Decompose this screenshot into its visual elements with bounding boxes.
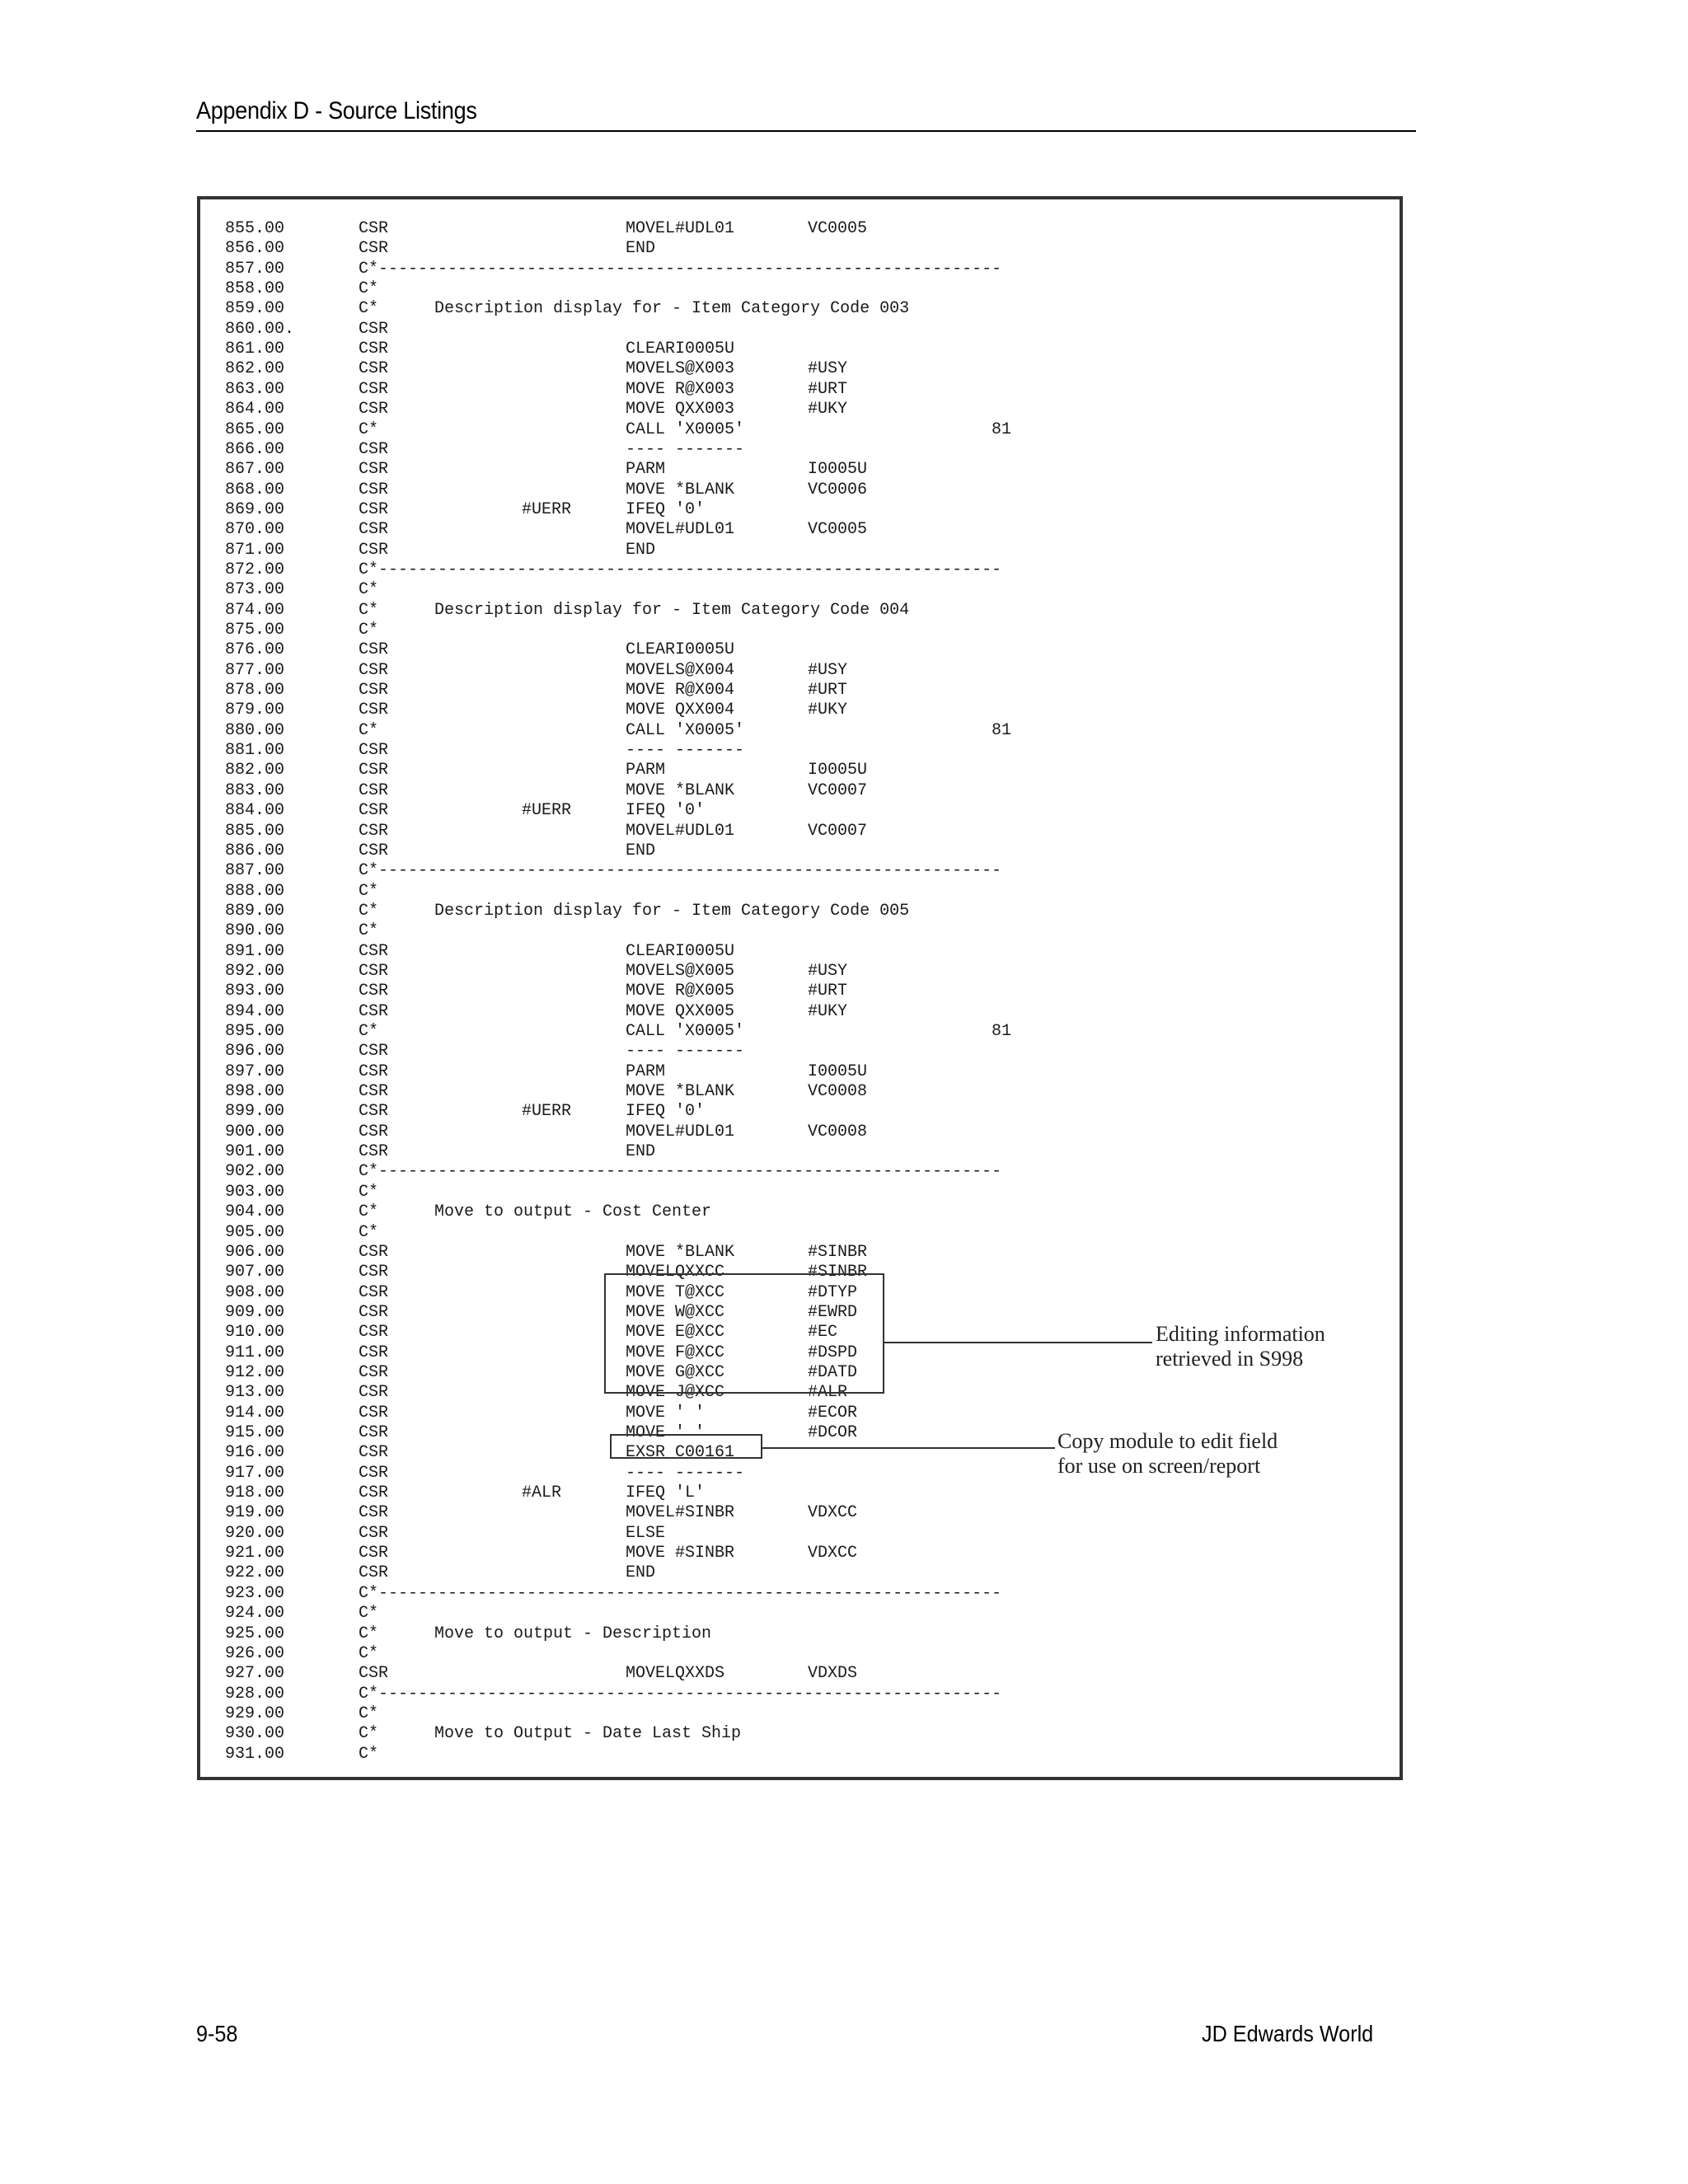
listing-num: 910.00 bbox=[225, 1323, 285, 1343]
listing-res: VC0007 bbox=[808, 780, 868, 800]
listing-num: 880.00 bbox=[225, 720, 285, 740]
listing-f1: #ALR bbox=[522, 1483, 562, 1503]
listing-num: 867.00 bbox=[225, 460, 285, 480]
listing-num: 925.00 bbox=[225, 1624, 285, 1643]
footer-page-number: 9-58 bbox=[196, 2021, 238, 2046]
listing-num: 904.00 bbox=[225, 1202, 285, 1222]
listing-op: MOVELS@X004 bbox=[626, 660, 735, 680]
listing-num: 906.00 bbox=[225, 1242, 285, 1262]
listing-res: #EWRD bbox=[808, 1302, 858, 1322]
listing-num: 874.00 bbox=[225, 600, 285, 620]
listing-spec: C* bbox=[359, 299, 379, 319]
listing-op: CALL 'X0005' bbox=[626, 720, 745, 740]
listing-spec: CSR bbox=[359, 1323, 389, 1343]
listing-num: 873.00 bbox=[225, 580, 285, 600]
listing-spec: CSR bbox=[359, 460, 389, 480]
listing-res: #DTYP bbox=[808, 1282, 858, 1302]
listing-num: 884.00 bbox=[225, 801, 285, 821]
listing-op: ---- ------- bbox=[626, 439, 745, 459]
listing-ind: 81 bbox=[992, 1022, 1012, 1041]
listing-spec: CSR bbox=[359, 941, 389, 961]
listing-spec: CSR bbox=[359, 219, 389, 238]
listing-op: MOVE F@XCC bbox=[626, 1343, 725, 1362]
listing-spec: CSR bbox=[359, 1082, 389, 1102]
listing-op: MOVELS@X003 bbox=[626, 359, 735, 379]
listing-res: VDXCC bbox=[808, 1503, 858, 1523]
listing-spec: CSR bbox=[359, 1443, 389, 1463]
listing-spec: CSR bbox=[359, 1282, 389, 1302]
listing-num: 900.00 bbox=[225, 1122, 285, 1141]
listing-spec: C*--------------------------------------------------------------- bbox=[359, 861, 1002, 881]
listing-num: 898.00 bbox=[225, 1082, 285, 1102]
listing-op: MOVEL#UDL01 bbox=[626, 219, 735, 238]
listing-num: 868.00 bbox=[225, 480, 285, 499]
listing-op: MOVE ' ' bbox=[626, 1423, 706, 1442]
listing-num: 916.00 bbox=[225, 1443, 285, 1463]
listing-res: #ALR bbox=[808, 1383, 848, 1403]
listing-num: 903.00 bbox=[225, 1182, 285, 1202]
listing-res: VC0005 bbox=[808, 219, 868, 238]
listing-spec: CSR bbox=[359, 439, 389, 459]
listing-res: #SINBR bbox=[808, 1242, 868, 1262]
editing-info-callout: Editing information retrieved in S998 bbox=[1156, 1322, 1325, 1371]
listing-cmt: Description display for - Item Category Code 003 bbox=[434, 299, 910, 319]
listing-res: #ECOR bbox=[808, 1403, 858, 1422]
listing-num: 907.00 bbox=[225, 1263, 285, 1282]
listing-spec: C*--------------------------------------------------------------- bbox=[359, 1162, 1002, 1182]
listing-spec: CSR bbox=[359, 1383, 389, 1403]
listing-num: 905.00 bbox=[225, 1222, 285, 1242]
listing-res: VC0008 bbox=[808, 1122, 868, 1141]
listing-op: IFEQ '0' bbox=[626, 801, 706, 821]
listing-num: 893.00 bbox=[225, 982, 285, 1001]
listing-spec: CSR bbox=[359, 1042, 389, 1062]
listing-op: CLEARI0005U bbox=[626, 941, 735, 961]
listing-res: #UKY bbox=[808, 701, 848, 720]
listing-spec: CSR bbox=[359, 359, 389, 379]
listing-spec: CSR bbox=[359, 640, 389, 660]
listing-spec: CSR bbox=[359, 1403, 389, 1422]
listing-num: 881.00 bbox=[225, 741, 285, 761]
listing-num: 862.00 bbox=[225, 359, 285, 379]
listing-spec: CSR bbox=[359, 841, 389, 860]
listing-op: MOVE R@X005 bbox=[626, 982, 735, 1001]
listing-spec: C* bbox=[359, 279, 379, 299]
listing-res: #EC bbox=[808, 1323, 838, 1343]
listing-num: 901.00 bbox=[225, 1142, 285, 1162]
listing-op: IFEQ '0' bbox=[626, 1102, 706, 1122]
listing-op: IFEQ 'L' bbox=[626, 1483, 706, 1503]
listing-spec: CSR bbox=[359, 1544, 389, 1563]
listing-cmt: Move to output - Cost Center bbox=[434, 1202, 712, 1222]
listing-res: I0005U bbox=[808, 460, 868, 480]
listing-res: #USY bbox=[808, 961, 848, 981]
listing-op: MOVE ' ' bbox=[626, 1403, 706, 1422]
listing-spec: CSR bbox=[359, 319, 389, 339]
listing-spec: CSR bbox=[359, 982, 389, 1001]
listing-spec: CSR bbox=[359, 1062, 389, 1081]
listing-res: #USY bbox=[808, 660, 848, 680]
listing-spec: CSR bbox=[359, 1001, 389, 1021]
listing-op: PARM bbox=[626, 460, 666, 480]
listing-spec: C* bbox=[359, 621, 379, 640]
listing-cmt: Description display for - Item Category Code 005 bbox=[434, 901, 910, 921]
listing-spec: CSR bbox=[359, 520, 389, 540]
listing-op: CALL 'X0005' bbox=[626, 419, 745, 439]
listing-res: VC0006 bbox=[808, 480, 868, 499]
listing-spec: CSR bbox=[359, 1463, 389, 1483]
listing-op: MOVE *BLANK bbox=[626, 1242, 735, 1262]
listing-cmt: Move to output - Description bbox=[434, 1624, 712, 1643]
editing-info-leader bbox=[884, 1342, 1152, 1343]
listing-num: 885.00 bbox=[225, 821, 285, 841]
listing-res: I0005U bbox=[808, 761, 868, 780]
listing-spec: CSR bbox=[359, 1343, 389, 1362]
listing-num: 930.00 bbox=[225, 1724, 285, 1744]
listing-spec: CSR bbox=[359, 681, 389, 701]
listing-op: CALL 'X0005' bbox=[626, 1022, 745, 1041]
listing-num: 864.00 bbox=[225, 400, 285, 419]
listing-spec: C* bbox=[359, 1724, 379, 1744]
listing-op: MOVE R@X003 bbox=[626, 379, 735, 399]
listing-ind: 81 bbox=[992, 720, 1012, 740]
listing-spec: C* bbox=[359, 1202, 379, 1222]
listing-spec: C*--------------------------------------------------------------- bbox=[359, 1583, 1002, 1603]
listing-num: 895.00 bbox=[225, 1022, 285, 1041]
listing-op: END bbox=[626, 540, 656, 560]
listing-spec: CSR bbox=[359, 379, 389, 399]
listing-op: MOVELQXXDS bbox=[626, 1664, 725, 1684]
listing-op: EXSR C00161 bbox=[626, 1443, 735, 1463]
listing-res: #SINBR bbox=[808, 1263, 868, 1282]
listing-spec: CSR bbox=[359, 761, 389, 780]
listing-spec: CSR bbox=[359, 1362, 389, 1382]
listing-spec: C* bbox=[359, 881, 379, 901]
listing-num: 869.00 bbox=[225, 499, 285, 519]
listing-spec: CSR bbox=[359, 1142, 389, 1162]
listing-num: 924.00 bbox=[225, 1604, 285, 1624]
listing-num: 929.00 bbox=[225, 1704, 285, 1723]
listing-cmt: Description display for - Item Category Code 004 bbox=[434, 600, 910, 620]
listing-num: 866.00 bbox=[225, 439, 285, 459]
listing-spec: CSR bbox=[359, 1423, 389, 1442]
listing-num: 928.00 bbox=[225, 1684, 285, 1704]
listing-res: VDXCC bbox=[808, 1544, 858, 1563]
listing-op: MOVE *BLANK bbox=[626, 480, 735, 499]
listing-num: 888.00 bbox=[225, 881, 285, 901]
listing-op: MOVE W@XCC bbox=[626, 1302, 725, 1322]
listing-spec: C* bbox=[359, 600, 379, 620]
listing-spec: CSR bbox=[359, 1122, 389, 1141]
listing-num: 908.00 bbox=[225, 1282, 285, 1302]
listing-op: MOVE QXX003 bbox=[626, 400, 735, 419]
listing-num: 872.00 bbox=[225, 560, 285, 579]
listing-op: PARM bbox=[626, 761, 666, 780]
listing-spec: C* bbox=[359, 921, 379, 941]
listing-num: 863.00 bbox=[225, 379, 285, 399]
listing-spec: CSR bbox=[359, 801, 389, 821]
listing-num: 891.00 bbox=[225, 941, 285, 961]
listing-spec: CSR bbox=[359, 1102, 389, 1122]
listing-ind: 81 bbox=[992, 419, 1012, 439]
listing-num: 860.00. bbox=[225, 319, 295, 339]
listing-op: ---- ------- bbox=[626, 1042, 745, 1062]
listing-spec: CSR bbox=[359, 961, 389, 981]
listing-res: VC0005 bbox=[808, 520, 868, 540]
page-header-title: Appendix D - Source Listings bbox=[196, 97, 477, 124]
listing-num: 865.00 bbox=[225, 419, 285, 439]
listing-num: 911.00 bbox=[225, 1343, 285, 1362]
listing-op: MOVE QXX005 bbox=[626, 1001, 735, 1021]
listing-res: #UKY bbox=[808, 1001, 848, 1021]
listing-spec: CSR bbox=[359, 660, 389, 680]
listing-spec: CSR bbox=[359, 540, 389, 560]
listing-num: 918.00 bbox=[225, 1483, 285, 1503]
listing-num: 857.00 bbox=[225, 259, 285, 279]
listing-spec: C* bbox=[359, 1744, 379, 1764]
listing-cmt: Move to Output - Date Last Ship bbox=[434, 1724, 742, 1744]
footer-brand: JD Edwards World bbox=[1202, 2021, 1374, 2046]
listing-op: END bbox=[626, 1563, 656, 1583]
listing-spec: C* bbox=[359, 580, 379, 600]
listing-num: 890.00 bbox=[225, 921, 285, 941]
listing-spec: CSR bbox=[359, 239, 389, 259]
listing-spec: CSR bbox=[359, 340, 389, 359]
listing-num: 919.00 bbox=[225, 1503, 285, 1523]
listing-op: MOVE T@XCC bbox=[626, 1282, 725, 1302]
listing-res: #USY bbox=[808, 359, 848, 379]
listing-res: VDXDS bbox=[808, 1664, 858, 1684]
copy-module-leader bbox=[762, 1447, 1055, 1449]
listing-f1: #UERR bbox=[522, 801, 572, 821]
listing-num: 931.00 bbox=[225, 1744, 285, 1764]
listing-spec: C* bbox=[359, 1222, 379, 1242]
listing-res: #URT bbox=[808, 681, 848, 701]
listing-op: ---- ------- bbox=[626, 741, 745, 761]
listing-num: 909.00 bbox=[225, 1302, 285, 1322]
listing-num: 917.00 bbox=[225, 1463, 285, 1483]
listing-spec: CSR bbox=[359, 480, 389, 499]
listing-num: 926.00 bbox=[225, 1643, 285, 1663]
listing-spec: CSR bbox=[359, 400, 389, 419]
listing-spec: C* bbox=[359, 1604, 379, 1624]
listing-num: 899.00 bbox=[225, 1102, 285, 1122]
listing-op: MOVELS@X005 bbox=[626, 961, 735, 981]
listing-spec: C* bbox=[359, 1022, 379, 1041]
listing-spec: C*--------------------------------------------------------------- bbox=[359, 259, 1002, 279]
listing-num: 876.00 bbox=[225, 640, 285, 660]
listing-spec: CSR bbox=[359, 821, 389, 841]
exsr-highlight bbox=[610, 1434, 762, 1459]
editing-info-highlight bbox=[604, 1273, 884, 1394]
listing-spec: CSR bbox=[359, 1302, 389, 1322]
listing-op: MOVE *BLANK bbox=[626, 780, 735, 800]
listing-op: MOVE E@XCC bbox=[626, 1323, 725, 1343]
listing-num: 921.00 bbox=[225, 1544, 285, 1563]
source-listing-box bbox=[197, 196, 1403, 1780]
listing-f1: #UERR bbox=[522, 499, 572, 519]
listing-num: 870.00 bbox=[225, 520, 285, 540]
listing-num: 892.00 bbox=[225, 961, 285, 981]
listing-num: 920.00 bbox=[225, 1523, 285, 1543]
listing-op: MOVEL#UDL01 bbox=[626, 1122, 735, 1141]
listing-op: CLEARI0005U bbox=[626, 640, 735, 660]
listing-num: 897.00 bbox=[225, 1062, 285, 1081]
listing-op: END bbox=[626, 841, 656, 860]
listing-res: VC0007 bbox=[808, 821, 868, 841]
listing-num: 871.00 bbox=[225, 540, 285, 560]
listing-spec: CSR bbox=[359, 1483, 389, 1503]
listing-op: MOVEL#SINBR bbox=[626, 1503, 735, 1523]
listing-op: MOVE R@X004 bbox=[626, 681, 735, 701]
listing-num: 856.00 bbox=[225, 239, 285, 259]
listing-num: 877.00 bbox=[225, 660, 285, 680]
listing-spec: CSR bbox=[359, 780, 389, 800]
listing-res: VC0008 bbox=[808, 1082, 868, 1102]
listing-op: CLEARI0005U bbox=[626, 340, 735, 359]
listing-num: 912.00 bbox=[225, 1362, 285, 1382]
listing-spec: C* bbox=[359, 901, 379, 921]
listing-num: 889.00 bbox=[225, 901, 285, 921]
listing-op: MOVE J@XCC bbox=[626, 1383, 725, 1403]
listing-num: 923.00 bbox=[225, 1583, 285, 1603]
listing-res: #URT bbox=[808, 379, 848, 399]
listing-op: END bbox=[626, 1142, 656, 1162]
listing-num: 882.00 bbox=[225, 761, 285, 780]
listing-spec: CSR bbox=[359, 1263, 389, 1282]
listing-num: 896.00 bbox=[225, 1042, 285, 1062]
listing-num: 915.00 bbox=[225, 1423, 285, 1442]
listing-num: 922.00 bbox=[225, 1563, 285, 1583]
copy-module-callout: Copy module to edit field for use on screen/report bbox=[1057, 1429, 1278, 1478]
listing-spec: C* bbox=[359, 419, 379, 439]
listing-num: 894.00 bbox=[225, 1001, 285, 1021]
listing-spec: C* bbox=[359, 1643, 379, 1663]
listing-num: 875.00 bbox=[225, 621, 285, 640]
listing-spec: C* bbox=[359, 720, 379, 740]
listing-num: 858.00 bbox=[225, 279, 285, 299]
listing-num: 902.00 bbox=[225, 1162, 285, 1182]
listing-op: MOVEL#UDL01 bbox=[626, 821, 735, 841]
listing-op: MOVEL#UDL01 bbox=[626, 520, 735, 540]
listing-op: MOVELQXXCC bbox=[626, 1263, 725, 1282]
listing-spec: CSR bbox=[359, 1664, 389, 1684]
listing-num: 859.00 bbox=[225, 299, 285, 319]
listing-num: 879.00 bbox=[225, 701, 285, 720]
header-rule bbox=[196, 130, 1416, 132]
listing-res: #UKY bbox=[808, 400, 848, 419]
listing-res: #DATD bbox=[808, 1362, 858, 1382]
listing-spec: C*--------------------------------------------------------------- bbox=[359, 1684, 1002, 1704]
listing-op: ELSE bbox=[626, 1523, 666, 1543]
listing-op: MOVE G@XCC bbox=[626, 1362, 725, 1382]
listing-num: 914.00 bbox=[225, 1403, 285, 1422]
listing-res: #DCOR bbox=[808, 1423, 858, 1442]
listing-spec: C* bbox=[359, 1182, 379, 1202]
listing-num: 855.00 bbox=[225, 219, 285, 238]
listing-spec: CSR bbox=[359, 701, 389, 720]
listing-num: 883.00 bbox=[225, 780, 285, 800]
listing-spec: CSR bbox=[359, 1503, 389, 1523]
listing-spec: CSR bbox=[359, 1242, 389, 1262]
listing-spec: CSR bbox=[359, 1523, 389, 1543]
listing-spec: CSR bbox=[359, 741, 389, 761]
listing-spec: C* bbox=[359, 1624, 379, 1643]
listing-num: 886.00 bbox=[225, 841, 285, 860]
listing-spec: CSR bbox=[359, 499, 389, 519]
listing-op: MOVE QXX004 bbox=[626, 701, 735, 720]
listing-op: IFEQ '0' bbox=[626, 499, 706, 519]
listing-op: ---- ------- bbox=[626, 1463, 745, 1483]
listing-num: 913.00 bbox=[225, 1383, 285, 1403]
listing-num: 887.00 bbox=[225, 861, 285, 881]
listing-res: #URT bbox=[808, 982, 848, 1001]
listing-f1: #UERR bbox=[522, 1102, 572, 1122]
listing-num: 927.00 bbox=[225, 1664, 285, 1684]
listing-op: END bbox=[626, 239, 656, 259]
listing-num: 878.00 bbox=[225, 681, 285, 701]
listing-spec: C* bbox=[359, 1704, 379, 1723]
listing-res: #DSPD bbox=[808, 1343, 858, 1362]
listing-op: MOVE #SINBR bbox=[626, 1544, 735, 1563]
listing-num: 861.00 bbox=[225, 340, 285, 359]
listing-spec: CSR bbox=[359, 1563, 389, 1583]
listing-op: MOVE *BLANK bbox=[626, 1082, 735, 1102]
listing-res: I0005U bbox=[808, 1062, 868, 1081]
listing-spec: C*--------------------------------------------------------------- bbox=[359, 560, 1002, 579]
listing-op: PARM bbox=[626, 1062, 666, 1081]
